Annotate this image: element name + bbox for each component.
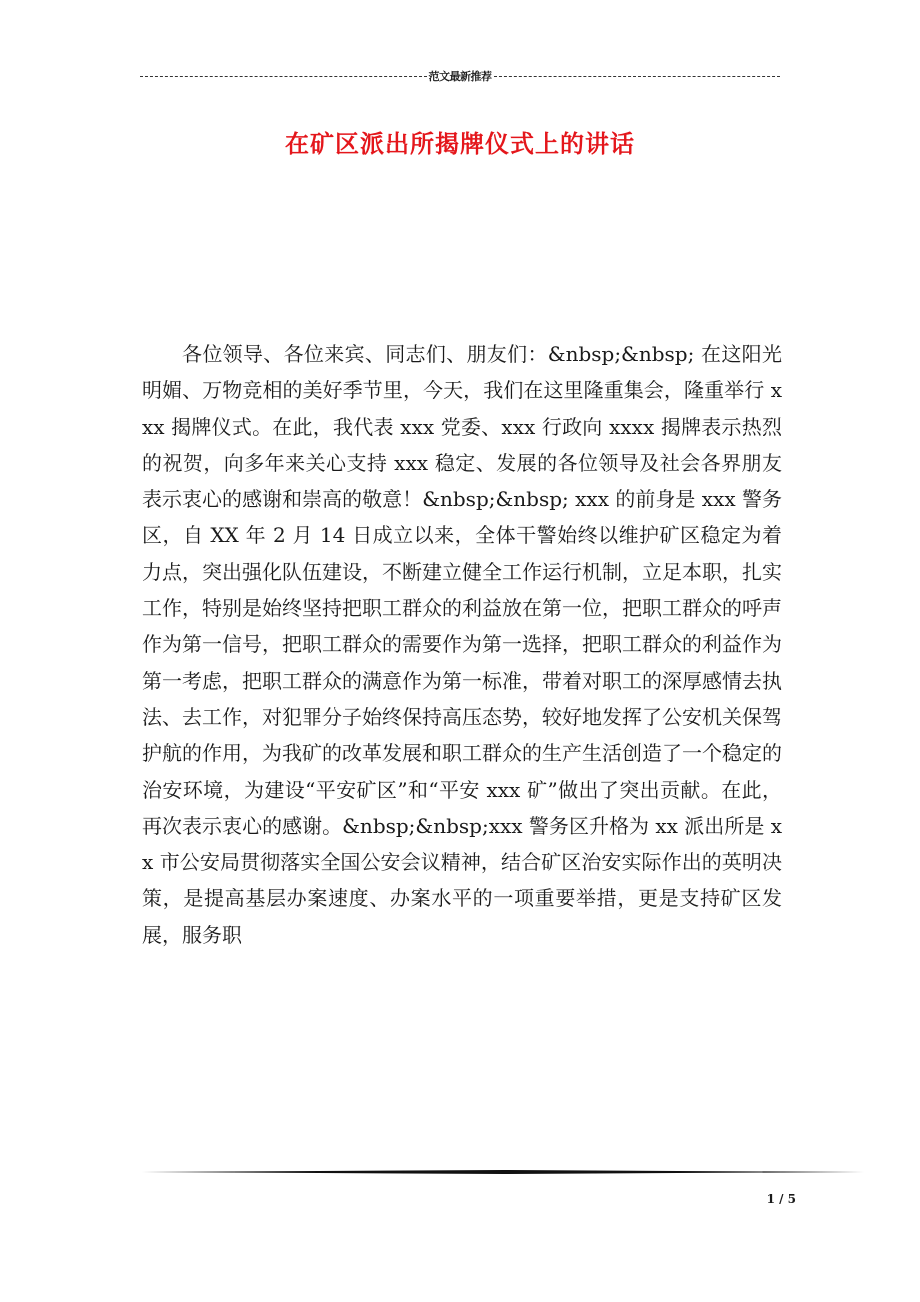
header-rule <box>140 68 780 84</box>
document-body: 各位领导、各位来宾、同志们、朋友们：&nbsp;&nbsp; 在这阳光明媚、万物竞相的美好季节里，今天，我们在这里隆重集会，隆重举行 xxx 揭牌仪式。在此，我代表 xxx 党委、xxx 行政向 xxxx 揭牌表示热烈的祝贺，向多年来关心支持 xxx 稳定、发展的各位领导及社会各界朋友表示衷心的感谢和崇高的敬意！&nbsp;&nbsp; xxx 的前身是 xxx 警务区，自 XX 年 2 月 14 日成立以来，全体干警始终以维护矿区稳定为着力点，突出强化队伍建设，不断建立健全工作运行机制，立足本职，扎实工作，特别是始终坚持把职工群众的利益放在第一位，把职工群众的呼声作为第一信号，把职工群众的需要作为第一选择，把职工群众的利益作为第一考虑，把职工群众的满意作为第一标准，带着对职工的深厚感情去执法、去工作，对犯罪分子始终保持高压态势，较好地发挥了公安机关保驾护航的作用，为我矿的改革发展和职工群众的生产生活创造了一个稳定的治安环境，为建设“平安矿区”和“平安 xxx 矿”做出了突出贡献。在此，再次表示衷心的感谢。&nbsp;&nbsp;xxx 警务区升格为 xx 派出所是 xx 市公安局贯彻落实全国公安会议精神，结合矿区治安实际作出的英明决策，是提高基层办案速度、办案水平的一项重要举措，更是支持矿区发展，服务职 <box>142 342 782 947</box>
page-number: 1 / 5 <box>766 1192 796 1206</box>
header-dashes-right <box>494 76 781 77</box>
document-title: 在矿区派出所揭牌仪式上的讲话 <box>285 129 635 158</box>
header-dashes-left <box>140 76 427 77</box>
header-label: 范文最新推荐 <box>428 70 492 83</box>
footer-divider <box>142 1170 864 1174</box>
